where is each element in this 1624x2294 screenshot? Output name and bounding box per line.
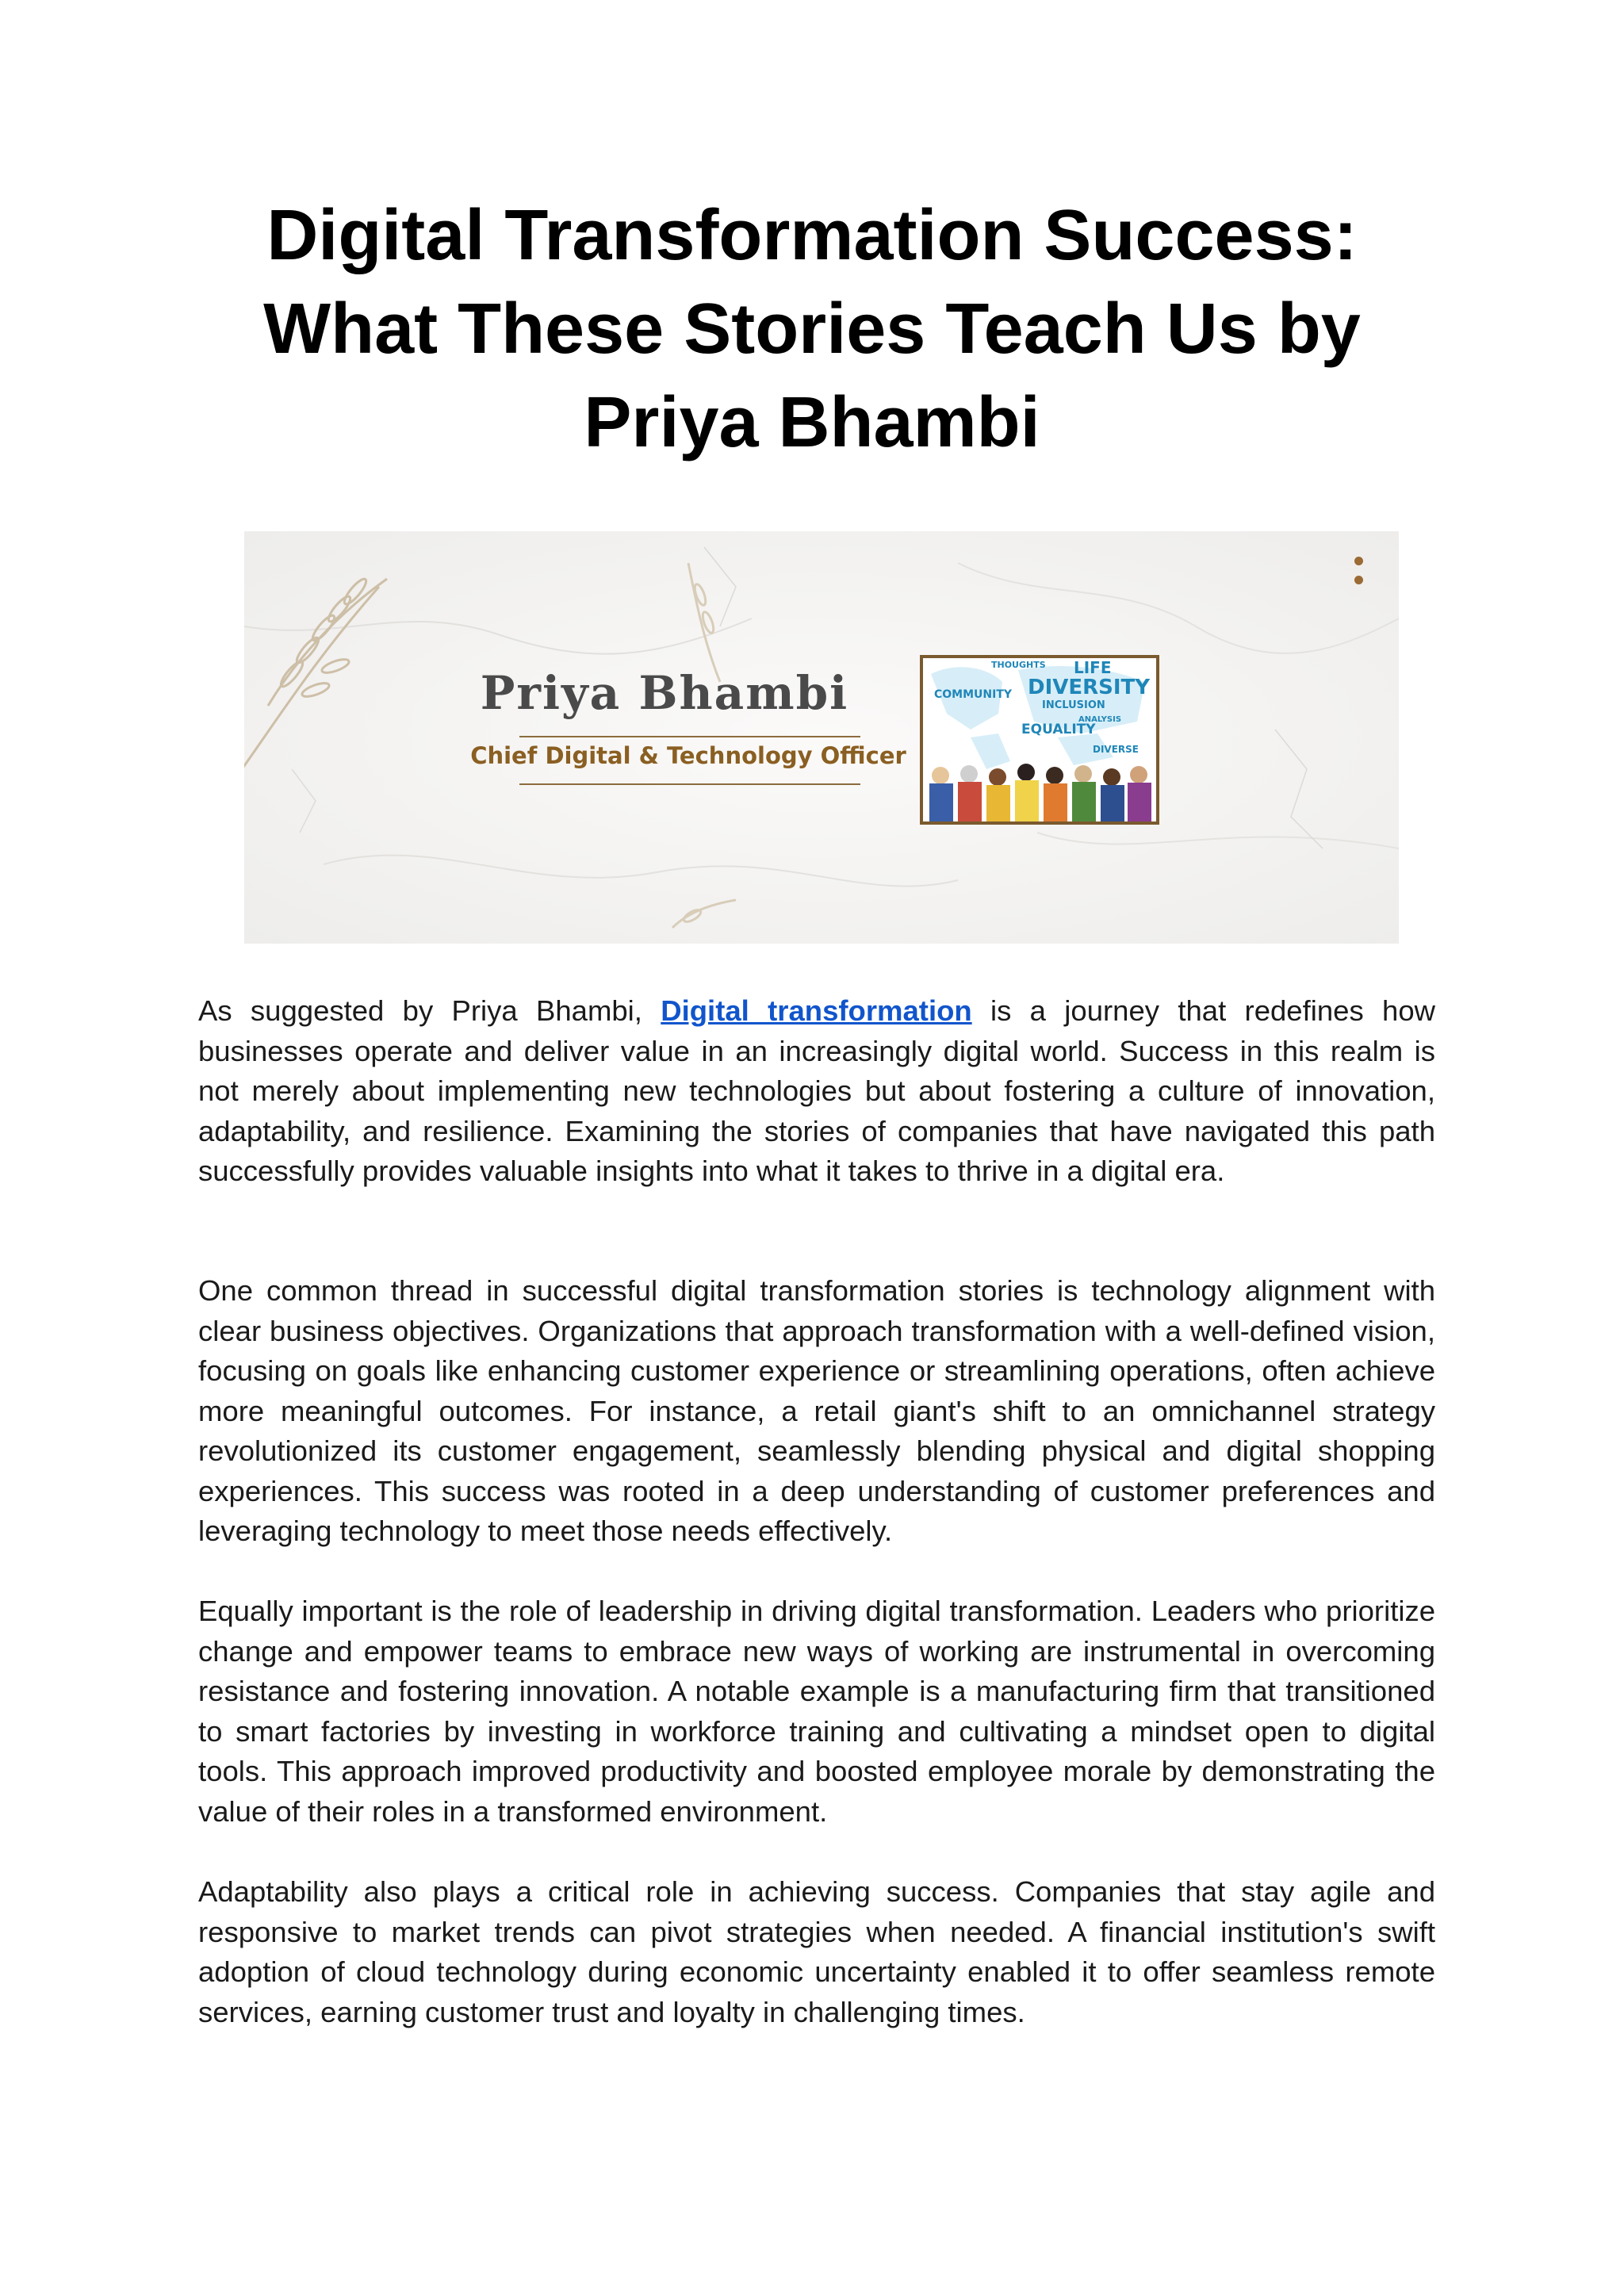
word-inclusion: INCLUSION	[1042, 699, 1105, 711]
paragraph-intro	[198, 991, 1435, 1192]
word-thoughts: THOUGHTS	[991, 660, 1046, 670]
marble-background	[244, 531, 1399, 944]
banner-divider-bottom	[519, 783, 860, 785]
paragraph-leadership: Equally important is the role of leadership in driving digital transformation. Leaders who prioritize change and empower teams to embrace new ways of working are instrumental in overcoming resistance and fostering innovation. A notable example is a manufacturing firm that transitioned to smart factories by investing in workforce training and cultivating a mindset open to digital tools. This approach improved productivity and boosted employee morale by demonstrating the value of their roles in a transformed environment.	[198, 1595, 1435, 1828]
diversity-photo	[920, 655, 1159, 825]
page-title: Digital Transformation Success: What These Stories Teach Us by Priya Bhambi	[263, 196, 1361, 462]
word-diverse: DIVERSE	[1093, 744, 1139, 755]
header-banner-image	[244, 531, 1399, 944]
banner-name: Priya Bhambi	[480, 666, 849, 720]
digital-transformation-link[interactable]: Digital transformation	[661, 994, 972, 1027]
banner-divider-top	[519, 736, 860, 737]
banner-role: Chief Digital & Technology Officer	[470, 742, 906, 769]
vertical-dots-icon[interactable]	[1354, 557, 1364, 588]
paragraph-alignment: One common thread in successful digital transformation stories is technology alignment with clear business objectives. Organizations that approach transformation with a well-defined vision, focusing on goals like enhancing customer experience or streamlining operations, often achieve more meaningful outcomes. For instance, a retail giant's shift to an omnichannel strategy revolutionized its customer engagement, seamlessly blending physical and digital shopping experiences. This success was rooted in a deep understanding of customer preferences and leveraging technology to meet those needs effectively.	[198, 1274, 1435, 1547]
word-community: COMMUNITY	[934, 688, 1013, 701]
paragraph-adaptability: Adaptability also plays a critical role in achieving success. Companies that stay agile and responsive to market trends can pivot strategies when needed. A financial institution's swift adoption of cloud technology during economic uncertainty enabled it to offer seamless remote services, earning customer trust and loyalty in challenging times.	[198, 1875, 1435, 2028]
word-diversity: DIVERSITY	[1028, 676, 1151, 699]
word-equality: EQUALITY	[1021, 722, 1096, 737]
paragraph-intro-rest: is a journey that redefines how businesses operate and deliver value in an increasingly digital world. Success in this realm is not merely about implementing new technologies but about fostering a culture of innovation, adaptability, and resilience. Examining the stories of companies that have navigated this path successfully provides valuable insights into what it takes to thrive in a digital era.	[198, 994, 1435, 1187]
paragraph-intro-lead: As suggested by Priya Bhambi,	[198, 994, 661, 1027]
word-analysis: ANALYSIS	[1078, 715, 1122, 724]
word-life: LIFE	[1074, 658, 1112, 677]
